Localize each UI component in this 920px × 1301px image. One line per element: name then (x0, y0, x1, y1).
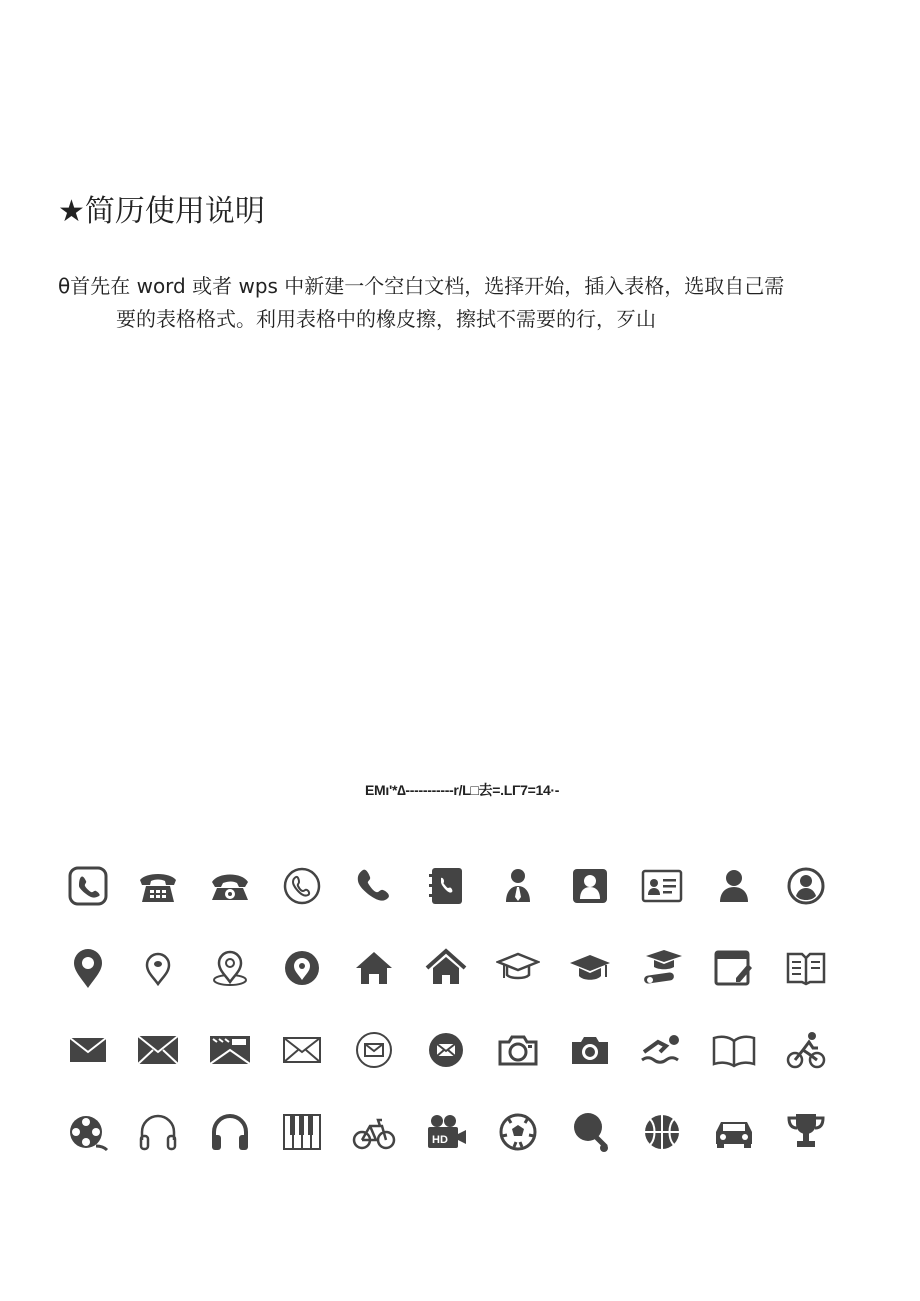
book-open-icon (708, 1024, 760, 1076)
handset-icon (348, 860, 400, 912)
telephone-icon (132, 860, 184, 912)
headphones-outline-icon (132, 1106, 184, 1158)
person-square-icon (564, 860, 616, 912)
piano-keys-icon (276, 1106, 328, 1158)
phone-square-icon (62, 860, 114, 912)
envelope-large-icon (132, 1024, 184, 1076)
film-reel-icon (62, 1106, 114, 1158)
airmail-envelope-icon (204, 1024, 256, 1076)
swimming-icon (636, 1024, 688, 1076)
mail-circle-outline-icon (348, 1024, 400, 1076)
icon-row-contact (62, 860, 862, 942)
paragraph-line-2: 要的表格格式。利用表格中的橡皮擦，擦拭不需要的行，歹山 (116, 307, 656, 331)
graduation-cap-icon (564, 942, 616, 994)
camera-outline-icon (492, 1024, 544, 1076)
paragraph-line-1: θ首先在 word 或者 wps 中新建一个空白文档，选择开始，插入表格，选取自己需 (58, 274, 785, 298)
trophy-icon (780, 1106, 832, 1158)
car-icon (708, 1106, 760, 1158)
svg-text:HD: HD (432, 1134, 448, 1146)
graduate-diploma-icon (636, 942, 688, 994)
basketball-icon (636, 1106, 688, 1158)
graduation-cap-outline-icon (492, 942, 544, 994)
rotary-phone-icon (204, 860, 256, 912)
envelope-outline-icon (276, 1024, 328, 1076)
person-circle-icon (780, 860, 832, 912)
location-pin-icon (62, 942, 114, 994)
person-tie-icon (492, 860, 544, 912)
home-icon (348, 942, 400, 994)
soccer-ball-icon (492, 1106, 544, 1158)
edit-note-icon (708, 942, 760, 994)
mail-circle-icon (420, 1024, 472, 1076)
icon-grid (62, 860, 862, 1188)
instruction-paragraph (58, 270, 858, 336)
location-ring-icon (204, 942, 256, 994)
icon-set-caption: EMı'*∆-----------r/L□去=.LΓ7=14·- (365, 782, 560, 798)
icon-row-mail-hobby (62, 1024, 862, 1106)
person-icon (708, 860, 760, 912)
icon-row-leisure (62, 1106, 862, 1188)
home-outline-icon (420, 942, 472, 994)
phone-circle-icon (276, 860, 328, 912)
hd-video-camera-icon (420, 1106, 472, 1158)
camera-icon (564, 1024, 616, 1076)
bicycle-icon (348, 1106, 400, 1158)
envelope-icon (62, 1024, 114, 1076)
id-card-icon (636, 860, 688, 912)
location-outline-icon (132, 942, 184, 994)
icon-row-location-education (62, 942, 862, 1024)
open-book-outline-icon (780, 942, 832, 994)
contact-book-icon (420, 860, 472, 912)
ping-pong-icon (564, 1106, 616, 1158)
cycling-icon (780, 1024, 832, 1076)
headphones-icon (204, 1106, 256, 1158)
document-title: ★简历使用说明 (58, 194, 265, 229)
location-circle-icon (276, 942, 328, 994)
